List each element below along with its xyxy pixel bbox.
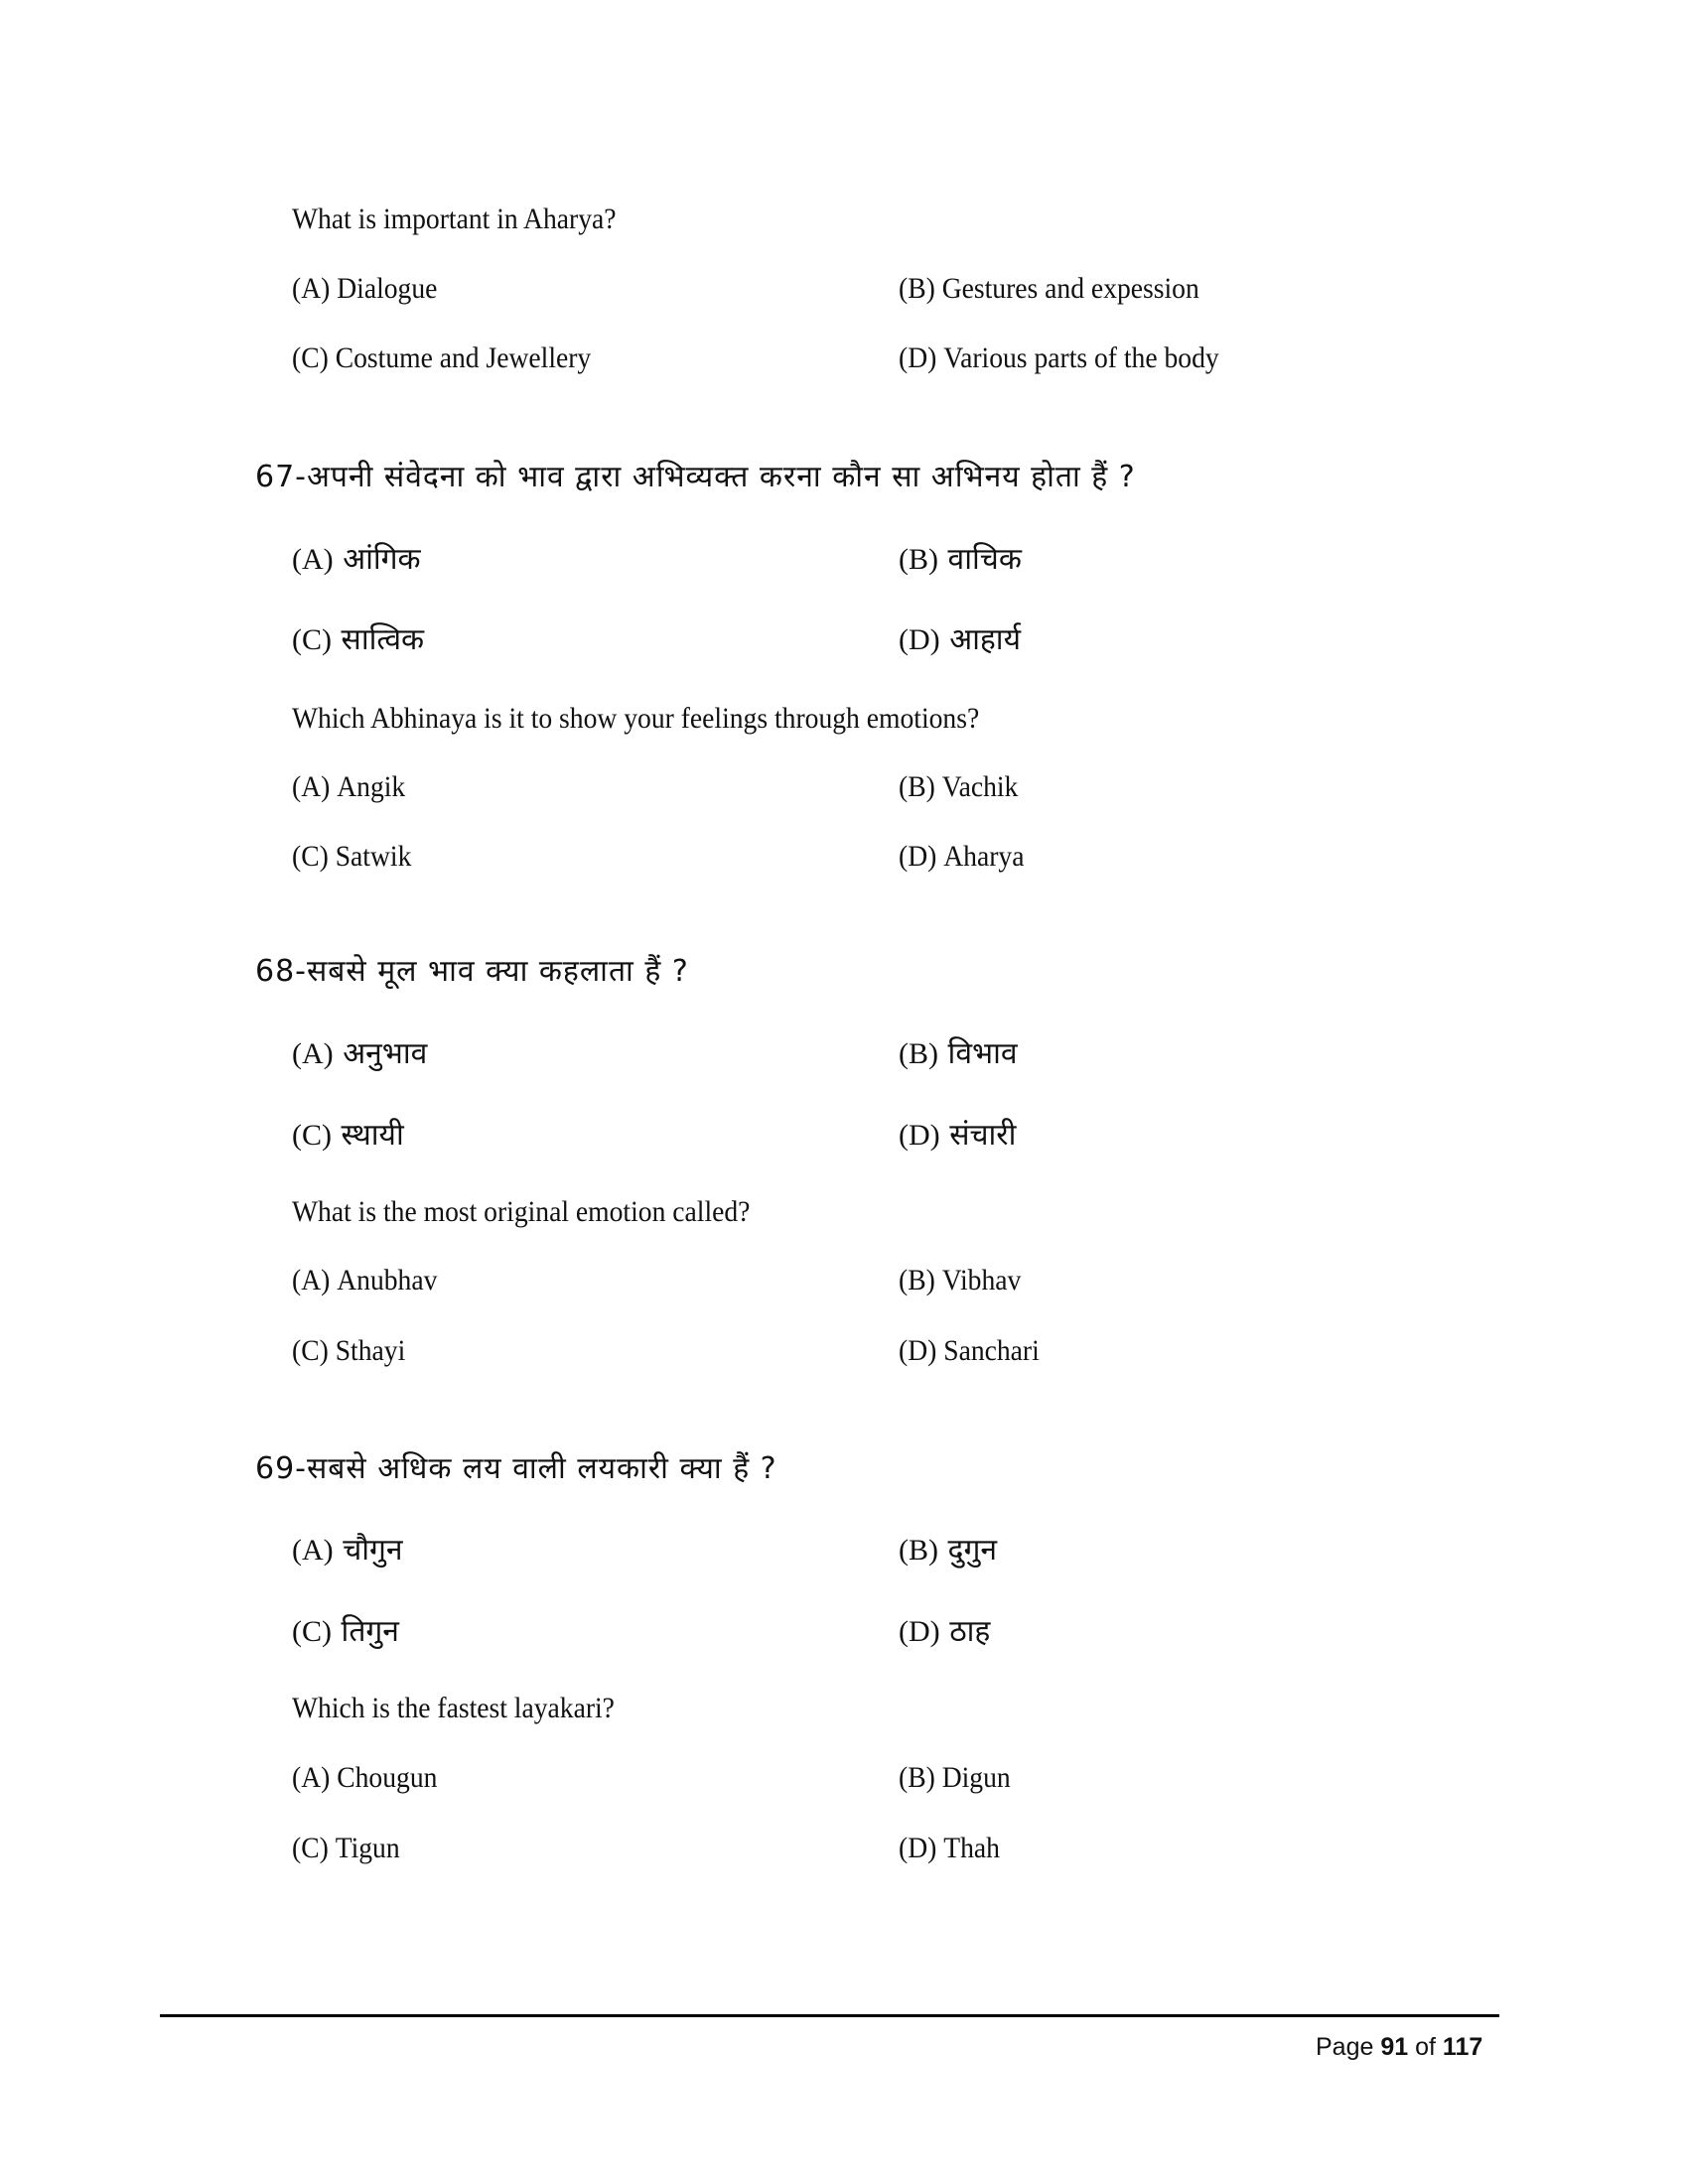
- page-prefix: Page: [1316, 2033, 1374, 2061]
- option-label: (C): [292, 1615, 332, 1648]
- option-label: (C): [292, 1832, 329, 1864]
- option-a: [292, 1763, 437, 1793]
- option-text: सात्विक: [341, 622, 425, 657]
- option-label: (A): [292, 1534, 334, 1567]
- option-text: Costume and Jewellery: [335, 341, 592, 374]
- option-label: (B): [899, 1264, 935, 1297]
- option-text: तिगुन: [341, 1614, 399, 1649]
- option-d: [899, 842, 1024, 872]
- option-label: (C): [292, 341, 329, 374]
- question-text-hindi: 68-सबसे मूल भाव क्या कहलाता हैं ?: [255, 954, 689, 989]
- option-label: (C): [292, 1334, 329, 1367]
- option-label: (A): [292, 1264, 331, 1297]
- option-label: (C): [292, 1119, 332, 1152]
- question-text: What is the most original emotion called?: [292, 1195, 751, 1228]
- option-b: [899, 772, 1018, 802]
- option-text: Anubhav: [337, 1264, 438, 1297]
- option-text: Chougun: [337, 1761, 438, 1794]
- page-of: of: [1415, 2033, 1436, 2061]
- option-label: (B): [899, 770, 935, 803]
- option-text: Sthayi: [335, 1334, 406, 1367]
- option-text: अनुभाव: [343, 1036, 428, 1071]
- option-c: [292, 1614, 399, 1649]
- question-text: What is important in Aharya?: [292, 203, 617, 235]
- option-a: [292, 772, 405, 802]
- question-text-hindi: 69-सबसे अधिक लय वाली लयकारी क्या हैं ?: [255, 1451, 777, 1486]
- option-text: आहार्य: [949, 622, 1021, 657]
- option-label: (D): [899, 341, 937, 374]
- option-a: [292, 274, 437, 304]
- option-c: [292, 842, 411, 872]
- option-text: Digun: [941, 1761, 1011, 1794]
- option-d: [899, 343, 1219, 373]
- option-text: Aharya: [943, 840, 1025, 873]
- option-text: Dialogue: [337, 272, 438, 305]
- option-text: वाचिक: [947, 542, 1022, 577]
- question-text: Which is the fastest layakari?: [292, 1692, 615, 1724]
- option-text: आंगिक: [343, 542, 421, 577]
- option-c: [292, 343, 591, 373]
- option-d: [899, 1834, 1000, 1863]
- option-text: चौगुन: [343, 1533, 403, 1568]
- option-label: (B): [899, 543, 938, 576]
- option-text: विभाव: [947, 1036, 1018, 1071]
- option-a: [292, 1036, 428, 1071]
- option-text: स्थायी: [341, 1118, 404, 1153]
- option-text: Vachik: [941, 770, 1019, 803]
- option-label: (B): [899, 1761, 935, 1794]
- option-text: दुगुन: [947, 1533, 998, 1568]
- option-b: [899, 1763, 1011, 1793]
- option-c: [292, 1834, 400, 1863]
- option-label: (A): [292, 272, 331, 305]
- question-text-hindi: 67-अपनी संवेदना को भाव द्वारा अभिव्यक्त करना कौन सा अभिनय होता हैं ?: [255, 460, 1136, 494]
- option-label: (D): [899, 1334, 937, 1367]
- option-text: ठाह: [949, 1614, 991, 1649]
- option-label: (B): [899, 272, 935, 305]
- option-a: [292, 542, 421, 577]
- option-text: Satwik: [335, 840, 412, 873]
- option-text: Gestures and expession: [941, 272, 1199, 305]
- option-b: [899, 1036, 1018, 1071]
- option-a: [292, 1266, 437, 1296]
- option-label: (B): [899, 1037, 938, 1070]
- option-label: (D): [899, 1119, 940, 1152]
- option-text: Thah: [943, 1832, 1000, 1864]
- option-c: [292, 1336, 405, 1366]
- option-label: (C): [292, 623, 332, 656]
- option-label: (D): [899, 1615, 940, 1648]
- option-label: (A): [292, 1761, 331, 1794]
- option-label: (A): [292, 1037, 334, 1070]
- option-d: [899, 1614, 991, 1649]
- option-label: (D): [899, 623, 940, 656]
- total-pages: 117: [1442, 2033, 1483, 2061]
- option-text: Sanchari: [943, 1334, 1040, 1367]
- option-c: [292, 622, 425, 657]
- option-text: संचारी: [949, 1118, 1017, 1153]
- footer-rule: [160, 2014, 1499, 2017]
- option-d: [899, 1336, 1040, 1366]
- option-label: (C): [292, 840, 329, 873]
- current-page: 91: [1380, 2033, 1409, 2061]
- option-label: (A): [292, 770, 331, 803]
- option-b: [899, 1533, 998, 1568]
- option-c: [292, 1118, 404, 1153]
- option-b: [899, 1266, 1021, 1296]
- option-label: (B): [899, 1534, 938, 1567]
- page-number: [1316, 2033, 1482, 2062]
- option-b: [899, 542, 1022, 577]
- option-label: (D): [899, 1832, 937, 1864]
- option-b: [899, 274, 1199, 304]
- option-text: Tigun: [335, 1832, 400, 1864]
- option-text: Various parts of the body: [943, 341, 1219, 374]
- option-a: [292, 1533, 403, 1568]
- option-label: (D): [899, 840, 937, 873]
- option-label: (A): [292, 543, 334, 576]
- question-text: Which Abhinaya is it to show your feelings through emotions?: [292, 702, 980, 735]
- option-text: Angik: [337, 770, 406, 803]
- option-d: [899, 1118, 1017, 1153]
- option-d: [899, 622, 1021, 657]
- option-text: Vibhav: [941, 1264, 1022, 1297]
